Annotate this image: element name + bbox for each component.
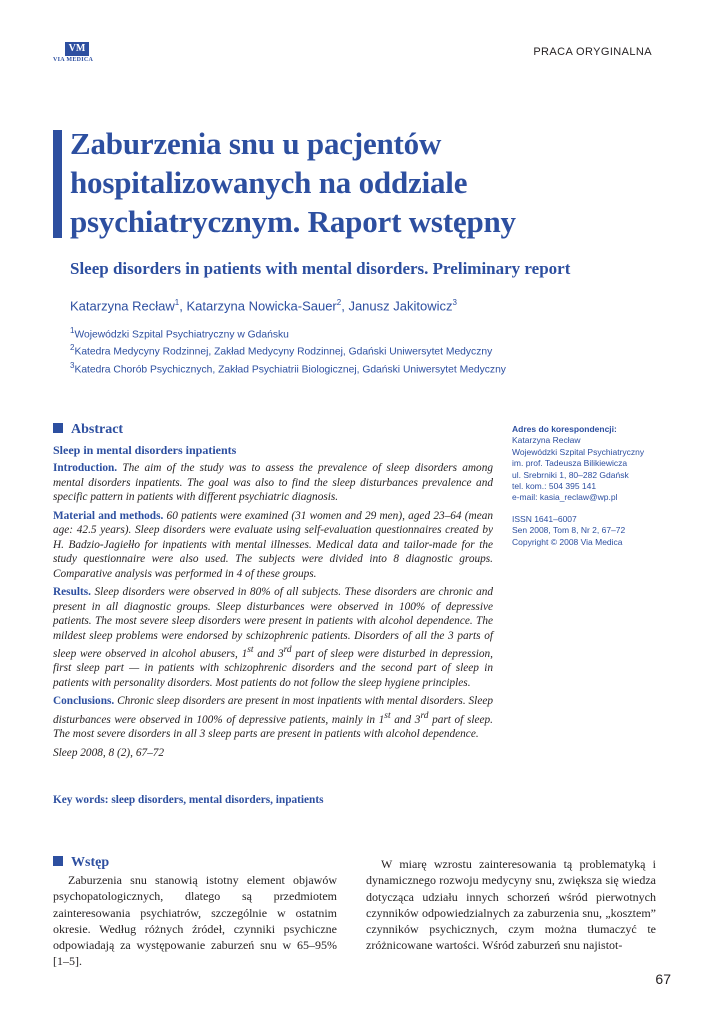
- abstract-text: part of sleep. The most severe disorders in all 3 sleep parts are present in patients with alcohol dependence.: [53, 713, 493, 741]
- intro-heading-text: Wstęp: [71, 855, 110, 870]
- abstract-label: Introduction.: [53, 462, 118, 474]
- square-bullet-icon: [53, 856, 63, 866]
- correspondence-box: [512, 424, 672, 548]
- correspondence-heading: Adres do korespondencji:: [512, 424, 617, 434]
- body-column-right: [366, 856, 656, 954]
- abstract-heading-text: Abstract: [71, 422, 124, 437]
- abstract-heading: [53, 422, 123, 438]
- affiliations: [70, 324, 506, 376]
- body-column-left: [53, 872, 337, 970]
- abstract-label: Results.: [53, 586, 91, 598]
- affiliation-text: Wojewódzki Szpital Psychiatryczny w Gdańsku: [74, 329, 289, 341]
- abstract-label: Conclusions.: [53, 695, 115, 708]
- correspondence-line: Katarzyna Recław: [512, 435, 581, 446]
- abstract-text: and 3: [390, 713, 421, 726]
- affiliation-text: Katedra Chorób Psychicznych, Zakład Psychiatrii Biologicznej, Gdański Uniwersytet Medyczny: [74, 364, 506, 376]
- author-sup: 1: [174, 298, 180, 307]
- page-number: 67: [655, 971, 671, 987]
- publisher-logo: [53, 42, 103, 63]
- abstract-text: Sleep disorders were observed in 80% of all subjects. These disorders are chronic and present in all diagnostic groups. Sleep disturbances were observed in 100% of depressive patients. The most severe sleep disorders were present in patients with alcohol dependence. The mildest sleep problems were endorsed by schizophrenic patients. Disorders of all the 3 parts of sleep were observed in alcohol abusers, 1: [53, 586, 494, 660]
- abstract-subheading: Sleep in mental disorders inpatients: [53, 443, 237, 457]
- correspondence-email: e-mail: kasia_reclaw@wp.pl: [512, 492, 618, 503]
- abstract-sup: rd: [420, 710, 429, 721]
- section-label: PRACA ORYGINALNA: [533, 46, 652, 58]
- author-name: Katarzyna Recław: [70, 298, 175, 314]
- abstract-text: The aim of the study was to assess the prevalence of sleep disorders among mental disorders inpatients. The goal was also to find the sleep disturbances prevalence and specific pattern in patients with different psychiatric diagnosis.: [53, 462, 493, 503]
- abstract-methods: [53, 509, 493, 582]
- keywords: Key words: sleep disorders, mental disorders, inpatients: [53, 794, 324, 806]
- square-bullet-icon: [53, 423, 63, 433]
- author-name: Katarzyna Nowicka-Sauer: [186, 298, 337, 314]
- abstract-conclusions: [53, 694, 493, 741]
- abstract-text: and 3: [253, 647, 284, 660]
- correspondence-line: im. prof. Tadeusza Bilikiewicza: [512, 458, 628, 469]
- body-paragraph: Zaburzenia snu stanowią istotny element objawów psychopatologicznych, dlatego są przedmiotem zainteresowania psychiatrów, szczególnie w ostatnim okresie. Według różnych źródeł, czynniki psychiczne odpowiadają za występowanie zaburzeń snu w 65–95% [1–5].: [53, 873, 337, 969]
- logo-mark: VM: [65, 42, 89, 56]
- article-title: Zaburzenia snu u pacjentów hospitalizowanych na oddziale psychiatrycznym. Raport wstępny: [70, 126, 516, 239]
- abstract-sup: rd: [283, 645, 292, 655]
- abstract-text: Chronic sleep disorders are present in most inpatients with mental disorders. Sleep disturbances were observed in 100% of depressive patients, mainly in 1: [53, 695, 494, 726]
- abstract-results: [53, 585, 493, 690]
- publication-line: Copyright © 2008 Via Medica: [512, 536, 623, 547]
- author-list: Katarzyna Recław$^1$, Katarzyna Nowicka-Sauer$^2$, Janusz Jakitowicz$^3$: [70, 298, 457, 314]
- abstract-text: part of sleep were disturbed in depression, first sleep part — in patients with schizophrenic disorders and the second part of sleep in patients with personality disorders. Most patients do not follow the sleep hygiene principles.: [53, 647, 493, 689]
- article-subtitle: Sleep disorders in patients with mental disorders. Preliminary report: [70, 259, 571, 278]
- affiliation: [70, 341, 506, 358]
- abstract-text: 60 patients were examined (31 women and 29 men), aged 23–64 (mean age: 42.5 years). Sleep disorders were evaluate using self-evaluation questionnaires created by H. Badzio-Jagiełło for inpatients with mental illnesses. Medical data and tailor-made for the study questionnaire were also used. The subjects were divided into 8 diagnostic groups. Comparative analysis was performed in 4 of these groups.: [53, 509, 494, 580]
- correspondence-line: Wojewódzki Szpital Psychiatryczny: [512, 446, 645, 457]
- author-sup: 3: [452, 298, 457, 307]
- title-accent-bar: [53, 130, 62, 238]
- abstract-sup: st: [384, 710, 391, 721]
- affiliation: [70, 324, 506, 341]
- abstract-label: Material and methods.: [53, 509, 164, 522]
- publication-line: Sen 2008, Tom 8, Nr 2, 67–72: [512, 525, 626, 536]
- spacer: [512, 504, 672, 514]
- affiliation-sup: 1: [70, 326, 75, 335]
- abstract-citation: Sleep 2008, 8 (2), 67–72: [53, 746, 165, 759]
- abstract-sup: st: [247, 645, 254, 655]
- abstract-intro: [53, 461, 493, 505]
- affiliation: [70, 359, 506, 376]
- author-sup: 2: [336, 298, 342, 307]
- publication-line: ISSN 1641–6007: [512, 513, 577, 524]
- logo-text: VIA MEDICA: [53, 57, 94, 63]
- intro-heading: [53, 855, 109, 871]
- abstract-body: [53, 461, 493, 764]
- affiliation-sup: 2: [70, 343, 75, 353]
- correspondence-line: tel. kom.: 504 395 141: [512, 481, 597, 492]
- correspondence-line: ul. Srebrniki 1, 80–282 Gdańsk: [512, 469, 629, 480]
- body-paragraph: W miarę wzrostu zainteresowania tą problematyką i dynamicznego rozwoju medycyny snu, zwiększa się wiedza dotycząca udziału innych schorzeń wśród pierwotnych czynników odpowiedzialnych za zaburzenia snu, „kosztem” czynników psychicznych, czym można tłumaczyć te zróżnicowane wartości. Wśród zaburzeń snu najistot-: [366, 857, 656, 953]
- affiliation-text: Katedra Medycyny Rodzinnej, Zakład Medycyny Rodzinnej, Gdański Uniwersytet Medyczny: [74, 346, 493, 358]
- author-name: Janusz Jakitowicz: [348, 298, 453, 314]
- affiliation-sup: 3: [70, 360, 75, 370]
